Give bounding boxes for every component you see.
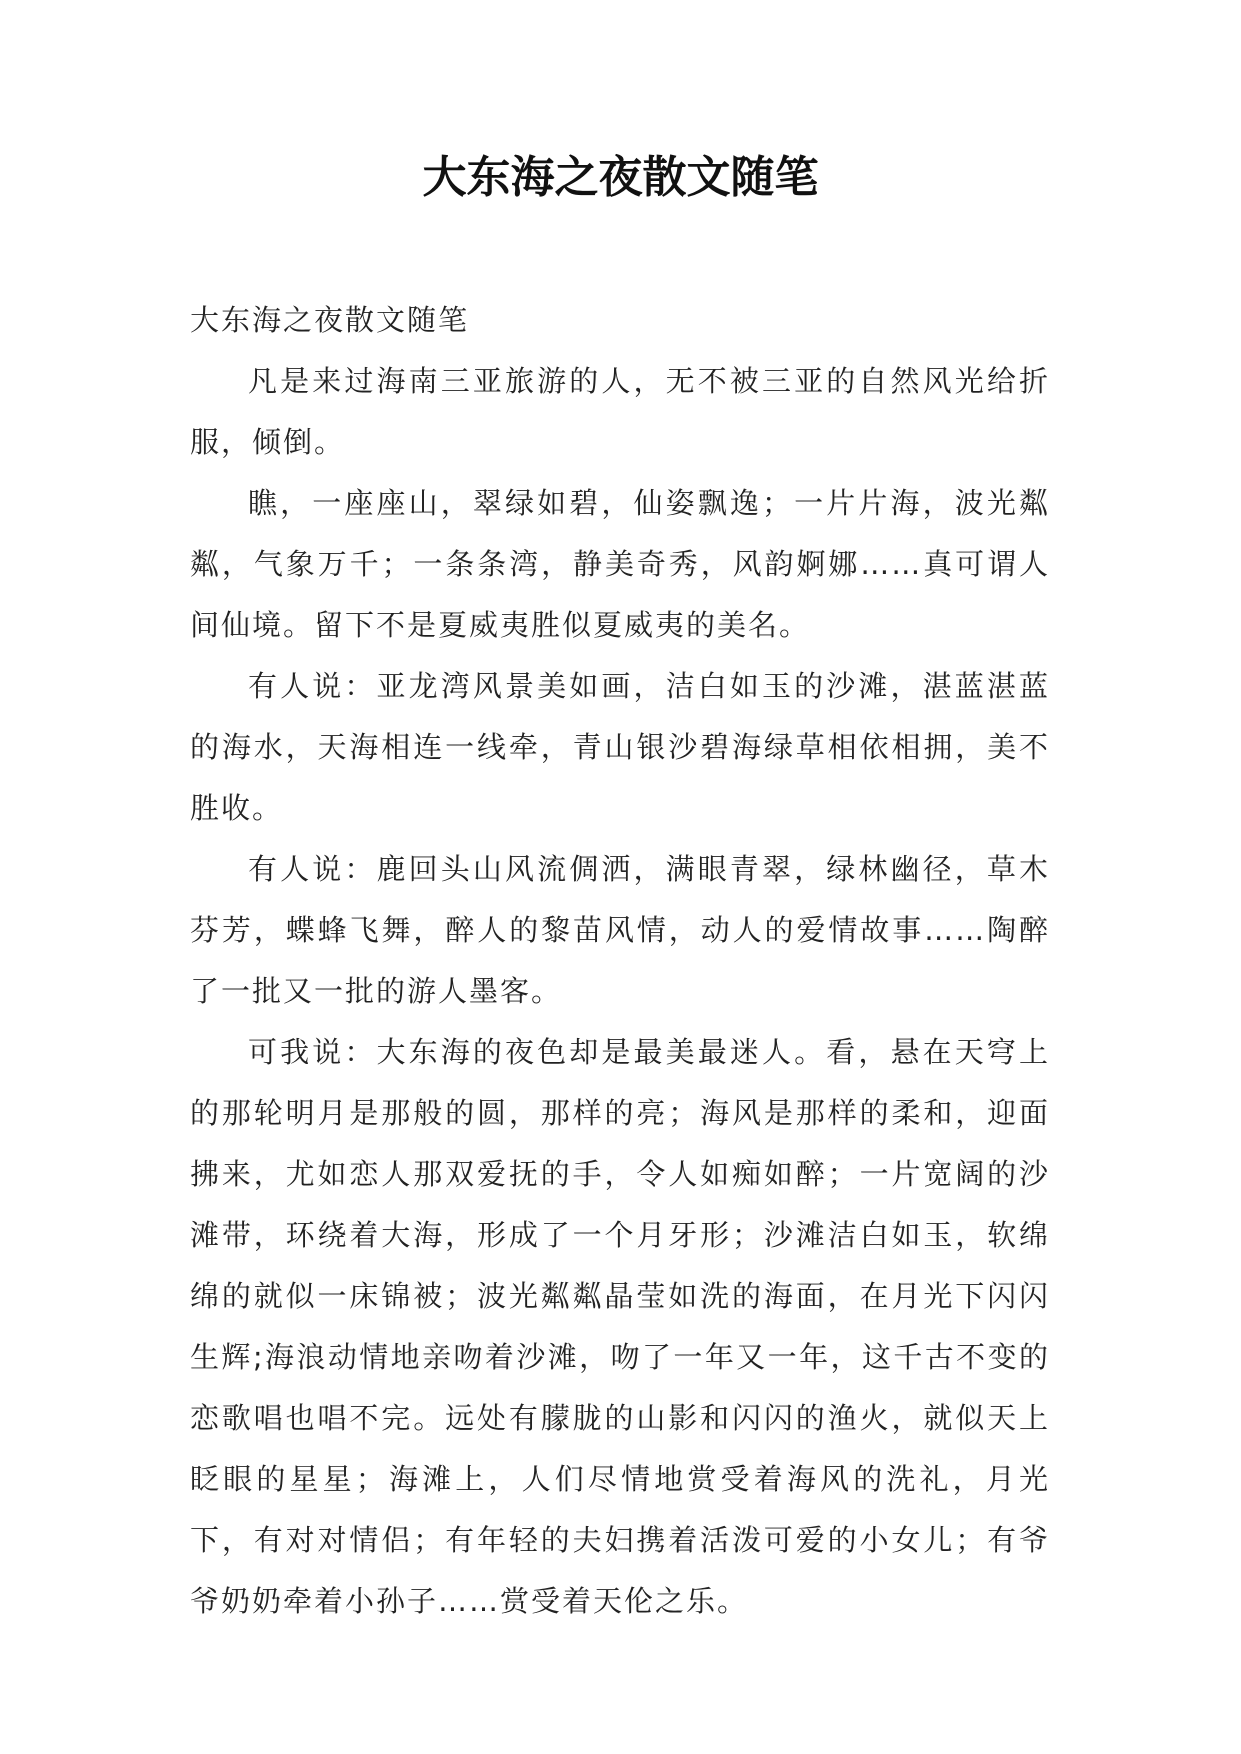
paragraph-1: 凡是来过海南三亚旅游的人，无不被三亚的自然风光给折服，倾倒。 — [190, 364, 1050, 459]
article-subtitle: 大东海之夜散文随笔 — [190, 303, 470, 337]
paragraph-4: 有人说：鹿回头山风流倜洒，满眼青翠，绿林幽径，草木芬芳，蝶蜂飞舞，醉人的黎苗风情，动人的爱情故事……陶醉了一批又一批的游人墨客。 — [190, 852, 1050, 1008]
page-title: 大东海之夜散文随笔 — [422, 152, 819, 203]
paragraph-5: 可我说：大东海的夜色却是最美最迷人。看，悬在天穹上的那轮明月是那般的圆，那样的亮；海风是那样的柔和，迎面拂来，尤如恋人那双爱抚的手，令人如痴如醉；一片宽阔的沙滩带，环绕着大海，形成了一个月牙形；沙滩洁白如玉，软绵绵的就似一床锦被；波光粼粼晶莹如洗的海面，在月光下闪闪生辉;海浪动情地亲吻着沙滩，吻了一年又一年，这千古不变的恋歌唱也唱不完。远处有朦胧的山影和闪闪的渔火，就似天上眨眼的星星；海滩上，人们尽情地赏受着海风的洗礼，月光下，有对对情侣；有年轻的夫妇携着活泼可爱的小女儿；有爷爷奶奶牵着小孙子……赏受着天伦之乐。 — [190, 1035, 1050, 1618]
article-body — [190, 290, 1050, 1632]
paragraph-3: 有人说：亚龙湾风景美如画，洁白如玉的沙滩，湛蓝湛蓝的海水，天海相连一线牵，青山银沙碧海绿草相依相拥，美不胜收。 — [190, 669, 1050, 825]
paragraph-2: 瞧，一座座山，翠绿如碧，仙姿飘逸；一片片海，波光粼粼，气象万千；一条条湾，静美奇秀，风韵婀娜……真可谓人间仙境。留下不是夏威夷胜似夏威夷的美名。 — [190, 486, 1050, 642]
